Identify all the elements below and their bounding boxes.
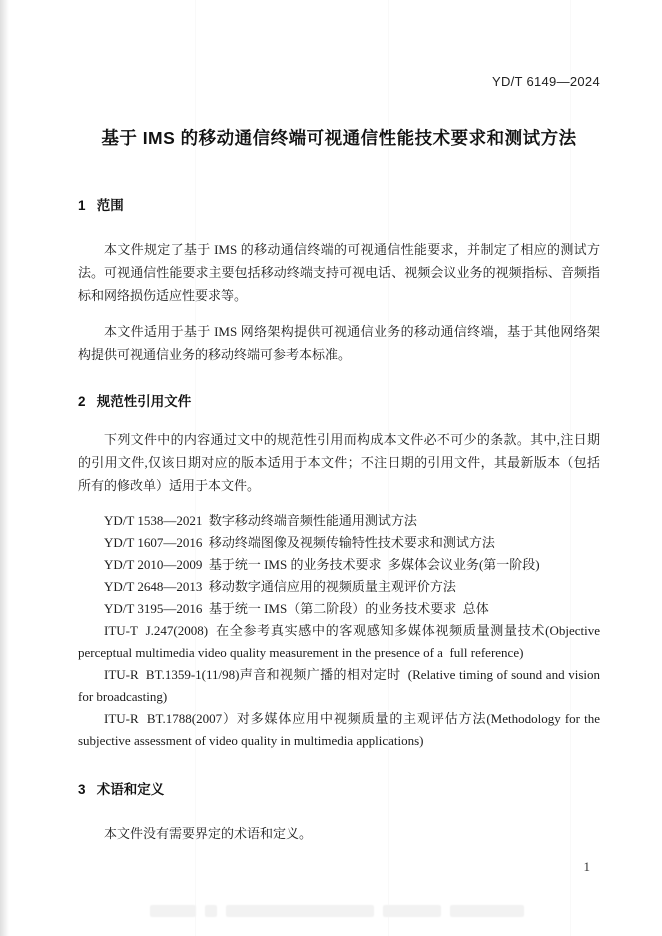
references-intro-block <box>78 428 600 497</box>
reference-item: ITU-T J.247(2008) 在全参考真实感中的客观感知多媒体视频质量测量技术(Objective perceptual multimedia video quality measurement in the presence of a full reference) <box>78 623 607 660</box>
reference-item: YD/T 3195—2016 基于统一 IMS（第二阶段）的业务技术要求 总体 <box>104 601 489 616</box>
section-heading-references: 2 规范性引用文件 <box>78 394 192 409</box>
reference-item: YD/T 1538—2021 数字移动终端音频性能通用测试方法 <box>104 513 417 528</box>
terms-paragraph-block <box>78 822 600 845</box>
watermark <box>150 903 524 918</box>
page-content <box>78 0 607 858</box>
scope-paragraph-2: 本文件适用于基于 IMS 网络架构提供可视通信业务的移动通信终端，基于其他网络架构提供可视通信业务的移动终端可参考本标准。 <box>78 324 600 362</box>
reference-item: YD/T 2010—2009 基于统一 IMS 的业务技术要求 多媒体会议业务(第一阶段) <box>104 557 540 572</box>
scope-paragraphs <box>78 238 600 366</box>
document-number: YD/T 6149—2024 <box>491 74 600 89</box>
reference-item: ITU-R BT.1788(2007）对多媒体应用中视频质量的主观评估方法(Methodology for the subjective assessment of video quality in multimedia applications) <box>78 711 604 748</box>
references-intro: 下列文件中的内容通过文中的规范性引用而构成本文件必不可少的条款。其中,注日期的引用文件,仅该日期对应的版本适用于本文件；不注日期的引用文件，其最新版本（包括所有的修改单）适用于本文件。 <box>78 432 600 493</box>
section-heading-terms: 3 术语和定义 <box>78 782 165 797</box>
page-number: 1 <box>583 859 590 874</box>
reference-item: YD/T 1607—2016 移动终端图像及视频传输特性技术要求和测试方法 <box>104 535 495 550</box>
scope-paragraph-1: 本文件规定了基于 IMS 的移动通信终端的可视通信性能要求，并制定了相应的测试方法。可视通信性能要求主要包括移动终端支持可视电话、视频会议业务的视频指标、音频指标和网络损伤适应性要求等。 <box>78 242 600 303</box>
document-title: 基于 IMS 的移动通信终端可视通信性能技术要求和测试方法 <box>101 128 577 148</box>
reference-item: YD/T 2648—2013 移动数字通信应用的视频质量主观评价方法 <box>104 579 456 594</box>
section-heading-scope: 1 范围 <box>78 198 124 213</box>
reference-item: ITU-R BT.1359-1(11/98)声音和视频广播的相对定时 (Relative timing of sound and vision for broadcasting) <box>78 667 604 704</box>
references-list <box>78 510 607 752</box>
terms-paragraph: 本文件没有需要界定的术语和定义。 <box>104 826 313 841</box>
